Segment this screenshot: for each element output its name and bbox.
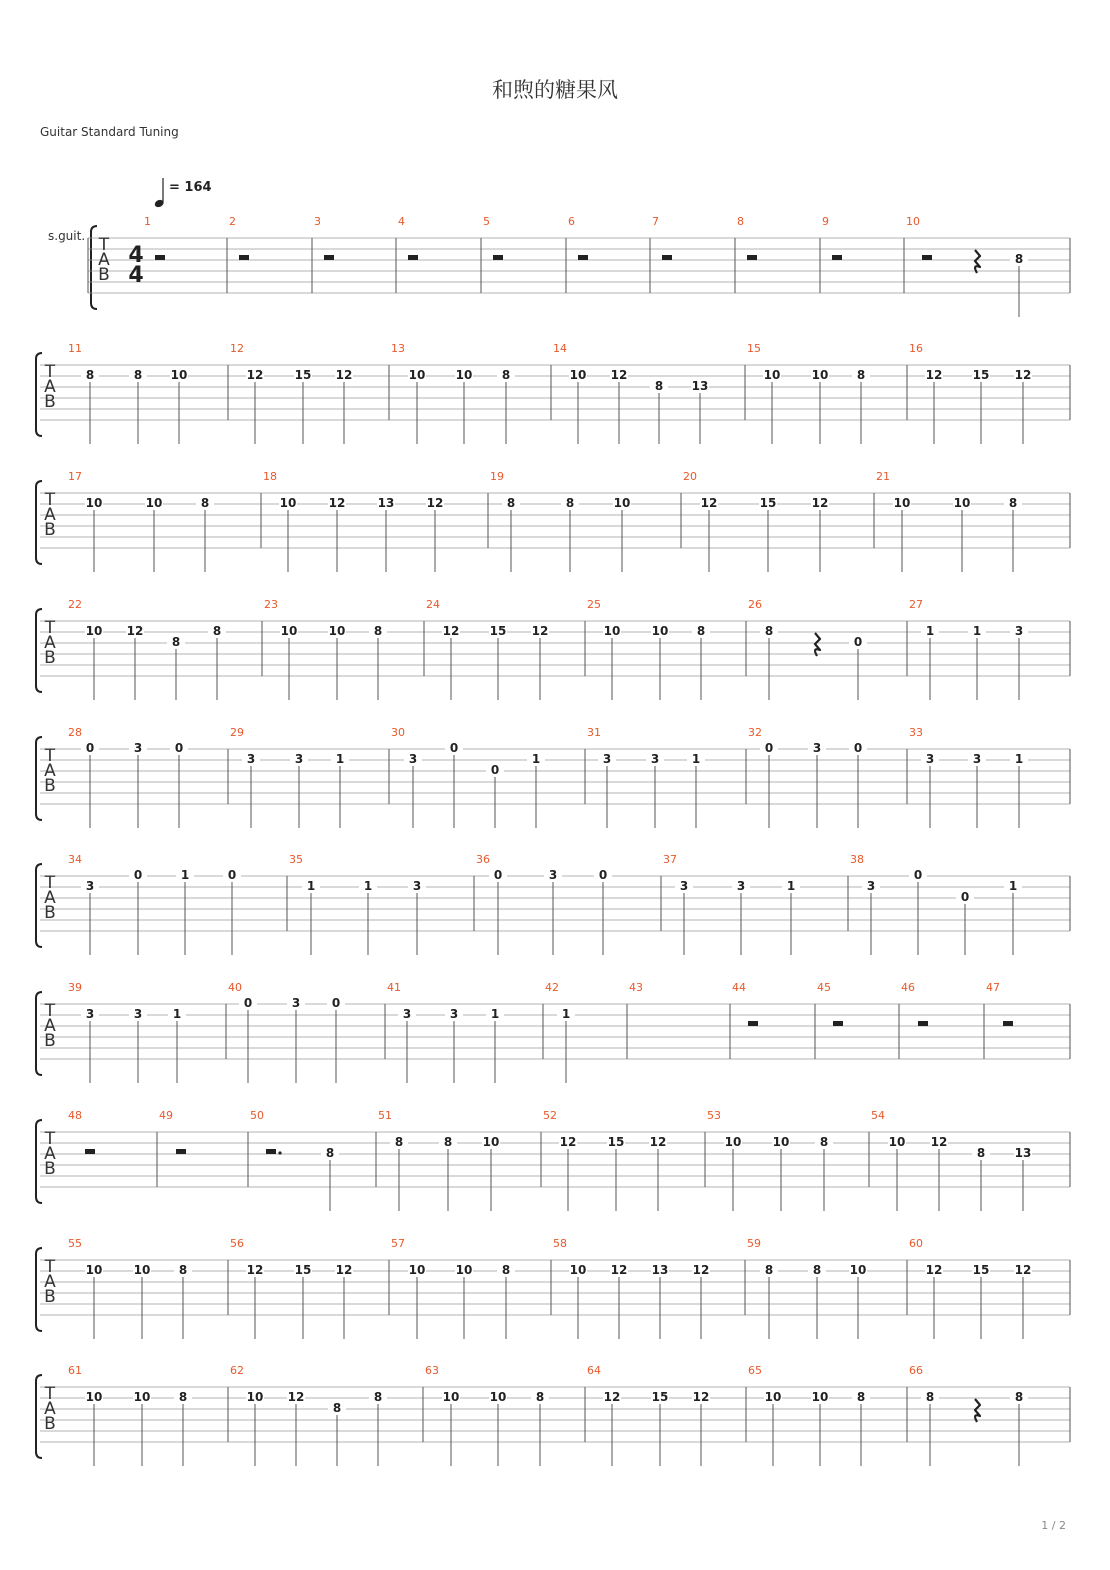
time-signature-numerator: 4	[128, 243, 144, 268]
fret-number: 8	[856, 1390, 866, 1404]
measure-number: 6	[568, 215, 575, 228]
fret-number: 10	[455, 368, 473, 382]
measure-number: 53	[707, 1109, 721, 1122]
fret-number: 12	[126, 624, 144, 638]
fret-number: 8	[178, 1390, 188, 1404]
tab-clef-letter: B	[44, 903, 56, 923]
fret-number: 12	[335, 368, 353, 382]
tab-clef-letter: B	[44, 1414, 56, 1434]
measure-number: 28	[68, 726, 82, 739]
fret-number: 3	[925, 752, 935, 766]
half-rest-icon	[918, 1021, 928, 1026]
system-bracket	[36, 1120, 42, 1203]
measure-number: 29	[230, 726, 244, 739]
system-bracket	[36, 1248, 42, 1331]
fret-number: 3	[291, 996, 301, 1010]
half-rest-icon	[493, 255, 503, 260]
fret-number: 10	[569, 368, 587, 382]
fret-number: 0	[598, 868, 608, 882]
measure-number: 40	[228, 981, 242, 994]
measure-number: 8	[737, 215, 744, 228]
fret-number: 13	[691, 379, 709, 393]
measure-number: 45	[817, 981, 831, 994]
fret-number: 12	[610, 1263, 628, 1277]
fret-number: 12	[930, 1135, 948, 1149]
tab-clef-letter: A	[98, 250, 110, 270]
fret-number: 8	[654, 379, 664, 393]
fret-number: 3	[294, 752, 304, 766]
tab-clef-letter: T	[44, 873, 56, 893]
fret-number: 8	[200, 496, 210, 510]
half-rest-icon	[1003, 1021, 1013, 1026]
measure-number: 63	[425, 1364, 439, 1377]
fret-number: 0	[853, 635, 863, 649]
fret-number: 8	[501, 368, 511, 382]
fret-number: 10	[85, 496, 103, 510]
fret-number: 12	[1014, 1263, 1032, 1277]
fret-number: 8	[373, 1390, 383, 1404]
fret-number: 3	[866, 879, 876, 893]
fret-number: 12	[328, 496, 346, 510]
half-rest-icon	[239, 255, 249, 260]
measure-number: 14	[553, 342, 567, 355]
fret-number: 0	[853, 741, 863, 755]
fret-number: 12	[692, 1263, 710, 1277]
tab-clef-letter: A	[44, 505, 56, 525]
fret-number: 10	[145, 496, 163, 510]
measure-number: 15	[747, 342, 761, 355]
fret-number: 1	[172, 1007, 182, 1021]
fret-number: 1	[691, 752, 701, 766]
fret-number: 8	[819, 1135, 829, 1149]
measure-number: 62	[230, 1364, 244, 1377]
fret-number: 15	[489, 624, 507, 638]
half-rest-icon	[832, 255, 842, 260]
tab-clef-letter: A	[44, 633, 56, 653]
fret-number: 13	[1014, 1146, 1032, 1160]
measure-number: 18	[263, 470, 277, 483]
rest-dot	[278, 1151, 281, 1154]
tab-clef-letter: T	[44, 362, 56, 382]
fret-number: 3	[408, 752, 418, 766]
tab-clef-letter: A	[44, 888, 56, 908]
fret-number: 3	[133, 1007, 143, 1021]
half-rest-icon	[176, 1149, 186, 1154]
fret-number: 8	[696, 624, 706, 638]
fret-number: 12	[442, 624, 460, 638]
fret-number: 10	[85, 624, 103, 638]
fret-number: 0	[85, 741, 95, 755]
fret-number: 12	[1014, 368, 1032, 382]
fret-number: 10	[246, 1390, 264, 1404]
time-signature-denominator: 4	[128, 263, 144, 288]
measure-number: 32	[748, 726, 762, 739]
tempo-value: = 164	[169, 180, 212, 195]
fret-number: 1	[335, 752, 345, 766]
measure-number: 42	[545, 981, 559, 994]
measure-number: 64	[587, 1364, 601, 1377]
fret-number: 10	[569, 1263, 587, 1277]
system-bracket	[36, 1375, 42, 1458]
measure-number: 5	[483, 215, 490, 228]
half-rest-icon	[155, 255, 165, 260]
measure-number: 10	[906, 215, 920, 228]
half-rest-icon	[748, 1021, 758, 1026]
system-bracket	[36, 609, 42, 692]
fret-number: 8	[856, 368, 866, 382]
measure-number: 12	[230, 342, 244, 355]
fret-number: 13	[377, 496, 395, 510]
half-rest-icon	[408, 255, 418, 260]
fret-number: 3	[602, 752, 612, 766]
fret-number: 10	[724, 1135, 742, 1149]
measure-number: 7	[652, 215, 659, 228]
system-bracket	[36, 481, 42, 564]
fret-number: 3	[402, 1007, 412, 1021]
measure-number: 23	[264, 598, 278, 611]
fret-number: 12	[335, 1263, 353, 1277]
fret-number: 15	[972, 368, 990, 382]
quarter-rest-icon	[975, 250, 980, 273]
fret-number: 0	[227, 868, 237, 882]
fret-number: 8	[506, 496, 516, 510]
fret-number: 8	[764, 624, 774, 638]
fret-number: 8	[535, 1390, 545, 1404]
fret-number: 12	[246, 368, 264, 382]
fret-number: 1	[972, 624, 982, 638]
fret-number: 10	[85, 1390, 103, 1404]
fret-number: 0	[243, 996, 253, 1010]
measure-number: 54	[871, 1109, 885, 1122]
fret-number: 10	[651, 624, 669, 638]
fret-number: 0	[449, 741, 459, 755]
fret-number: 15	[972, 1263, 990, 1277]
fret-number: 8	[325, 1146, 335, 1160]
fret-number: 15	[294, 368, 312, 382]
measure-number: 56	[230, 1237, 244, 1250]
measure-number: 46	[901, 981, 915, 994]
measure-number: 35	[289, 853, 303, 866]
fret-number: 10	[408, 368, 426, 382]
fret-number: 12	[531, 624, 549, 638]
system-bracket	[36, 353, 42, 436]
fret-number: 12	[700, 496, 718, 510]
tab-clef-letter: A	[44, 1399, 56, 1419]
measure-number: 20	[683, 470, 697, 483]
measure-number: 49	[159, 1109, 173, 1122]
fret-number: 1	[531, 752, 541, 766]
fret-number: 10	[133, 1390, 151, 1404]
fret-number: 10	[764, 1390, 782, 1404]
tab-clef-letter: T	[44, 746, 56, 766]
fret-number: 10	[888, 1135, 906, 1149]
fret-number: 12	[287, 1390, 305, 1404]
fret-number: 10	[811, 368, 829, 382]
tab-clef-letter: A	[44, 761, 56, 781]
fret-number: 8	[925, 1390, 935, 1404]
fret-number: 10	[455, 1263, 473, 1277]
fret-number: 3	[812, 741, 822, 755]
tab-clef-letter: B	[44, 1159, 56, 1179]
fret-number: 10	[328, 624, 346, 638]
fret-number: 8	[976, 1146, 986, 1160]
fret-number: 10	[489, 1390, 507, 1404]
tab-clef-letter: T	[44, 1001, 56, 1021]
measure-number: 41	[387, 981, 401, 994]
fret-number: 13	[651, 1263, 669, 1277]
measure-number: 48	[68, 1109, 82, 1122]
measure-number: 4	[398, 215, 405, 228]
fret-number: 12	[925, 368, 943, 382]
fret-number: 10	[133, 1263, 151, 1277]
measure-number: 59	[747, 1237, 761, 1250]
fret-number: 8	[373, 624, 383, 638]
fret-number: 0	[133, 868, 143, 882]
measure-number: 34	[68, 853, 82, 866]
fret-number: 3	[548, 868, 558, 882]
tab-clef-letter: T	[44, 1384, 56, 1404]
fret-number: 12	[610, 368, 628, 382]
fret-number: 1	[1008, 879, 1018, 893]
fret-number: 10	[893, 496, 911, 510]
fret-number: 12	[925, 1263, 943, 1277]
measure-number: 66	[909, 1364, 923, 1377]
fret-number: 12	[603, 1390, 621, 1404]
measure-number: 38	[850, 853, 864, 866]
fret-number: 3	[85, 879, 95, 893]
fret-number: 10	[170, 368, 188, 382]
measure-number: 27	[909, 598, 923, 611]
fret-number: 10	[772, 1135, 790, 1149]
measure-number: 2	[229, 215, 236, 228]
tab-clef-letter: A	[44, 377, 56, 397]
fret-number: 8	[1008, 496, 1018, 510]
fret-number: 0	[493, 868, 503, 882]
fret-number: 0	[960, 890, 970, 904]
measure-number: 30	[391, 726, 405, 739]
tab-clef-letter: B	[98, 265, 110, 285]
measure-number: 58	[553, 1237, 567, 1250]
fret-number: 3	[85, 1007, 95, 1021]
fret-number: 15	[759, 496, 777, 510]
measure-number: 60	[909, 1237, 923, 1250]
fret-number: 8	[171, 635, 181, 649]
fret-number: 0	[174, 741, 184, 755]
fret-number: 10	[763, 368, 781, 382]
system-bracket	[36, 737, 42, 820]
fret-number: 3	[736, 879, 746, 893]
fret-number: 8	[501, 1263, 511, 1277]
fret-number: 3	[679, 879, 689, 893]
fret-number: 12	[811, 496, 829, 510]
tab-clef-letter: B	[44, 776, 56, 796]
tuning-label: Guitar Standard Tuning	[40, 125, 179, 139]
fret-number: 15	[607, 1135, 625, 1149]
system-bracket	[36, 992, 42, 1075]
measure-number: 24	[426, 598, 440, 611]
fret-number: 8	[812, 1263, 822, 1277]
measure-number: 55	[68, 1237, 82, 1250]
tab-clef-letter: T	[98, 235, 110, 255]
tab-clef-letter: B	[44, 1287, 56, 1307]
fret-number: 10	[482, 1135, 500, 1149]
fret-number: 10	[603, 624, 621, 638]
tab-clef-letter: A	[44, 1144, 56, 1164]
fret-number: 8	[85, 368, 95, 382]
measure-number: 21	[876, 470, 890, 483]
half-rest-icon	[833, 1021, 843, 1026]
fret-number: 8	[332, 1401, 342, 1415]
measure-number: 36	[476, 853, 490, 866]
fret-number: 15	[651, 1390, 669, 1404]
tab-clef-letter: T	[44, 1129, 56, 1149]
fret-number: 8	[565, 496, 575, 510]
fret-number: 12	[649, 1135, 667, 1149]
fret-number: 10	[85, 1263, 103, 1277]
fret-number: 0	[913, 868, 923, 882]
fret-number: 1	[180, 868, 190, 882]
measure-number: 19	[490, 470, 504, 483]
fret-number: 1	[561, 1007, 571, 1021]
measure-number: 52	[543, 1109, 557, 1122]
tab-clef-letter: T	[44, 490, 56, 510]
measure-number: 50	[250, 1109, 264, 1122]
measure-number: 31	[587, 726, 601, 739]
fret-number: 10	[442, 1390, 460, 1404]
measure-number: 51	[378, 1109, 392, 1122]
fret-number: 3	[412, 879, 422, 893]
fret-number: 8	[764, 1263, 774, 1277]
half-rest-icon	[266, 1149, 276, 1154]
page-number: 1 / 2	[1041, 1519, 1066, 1532]
measure-number: 16	[909, 342, 923, 355]
fret-number: 3	[133, 741, 143, 755]
fret-number: 10	[408, 1263, 426, 1277]
measure-number: 25	[587, 598, 601, 611]
tab-clef-letter: A	[44, 1272, 56, 1292]
measure-number: 37	[663, 853, 677, 866]
tab-clef-letter: A	[44, 1016, 56, 1036]
instrument-label: s.guit.	[48, 229, 86, 243]
half-rest-icon	[922, 255, 932, 260]
fret-number: 12	[559, 1135, 577, 1149]
quarter-rest-icon	[975, 1399, 980, 1422]
fret-number: 8	[178, 1263, 188, 1277]
tab-clef-letter: B	[44, 520, 56, 540]
fret-number: 1	[1014, 752, 1024, 766]
measure-number: 65	[748, 1364, 762, 1377]
measure-number: 26	[748, 598, 762, 611]
fret-number: 0	[331, 996, 341, 1010]
fret-number: 10	[849, 1263, 867, 1277]
half-rest-icon	[662, 255, 672, 260]
fret-number: 1	[490, 1007, 500, 1021]
fret-number: 10	[279, 496, 297, 510]
system-bracket	[91, 226, 97, 309]
fret-number: 3	[449, 1007, 459, 1021]
tab-clef-letter: T	[44, 618, 56, 638]
fret-number: 8	[212, 624, 222, 638]
measure-number: 33	[909, 726, 923, 739]
half-rest-icon	[324, 255, 334, 260]
fret-number: 0	[490, 763, 500, 777]
measure-number: 17	[68, 470, 82, 483]
tab-clef-letter: B	[44, 392, 56, 412]
tab-clef-letter: T	[44, 1257, 56, 1277]
fret-number: 1	[925, 624, 935, 638]
fret-number: 10	[811, 1390, 829, 1404]
fret-number: 8	[1014, 252, 1024, 266]
fret-number: 3	[972, 752, 982, 766]
fret-number: 1	[786, 879, 796, 893]
fret-number: 0	[764, 741, 774, 755]
fret-number: 1	[363, 879, 373, 893]
fret-number: 8	[394, 1135, 404, 1149]
measure-number: 11	[68, 342, 82, 355]
half-rest-icon	[578, 255, 588, 260]
fret-number: 10	[953, 496, 971, 510]
fret-number: 8	[1014, 1390, 1024, 1404]
measure-number: 39	[68, 981, 82, 994]
tab-clef-letter: B	[44, 648, 56, 668]
tab-clef-letter: B	[44, 1031, 56, 1051]
measure-number: 61	[68, 1364, 82, 1377]
half-rest-icon	[85, 1149, 95, 1154]
fret-number: 12	[426, 496, 444, 510]
fret-number: 8	[133, 368, 143, 382]
measure-number: 13	[391, 342, 405, 355]
measure-number: 47	[986, 981, 1000, 994]
fret-number: 15	[294, 1263, 312, 1277]
system-bracket	[36, 864, 42, 947]
fret-number: 10	[613, 496, 631, 510]
measure-number: 1	[144, 215, 151, 228]
fret-number: 3	[650, 752, 660, 766]
fret-number: 10	[280, 624, 298, 638]
song-title: 和煦的糖果风	[492, 78, 618, 102]
measure-number: 3	[314, 215, 321, 228]
measure-number: 43	[629, 981, 643, 994]
measure-number: 44	[732, 981, 746, 994]
fret-number: 12	[692, 1390, 710, 1404]
quarter-rest-icon	[815, 633, 820, 656]
fret-number: 3	[1014, 624, 1024, 638]
fret-number: 12	[246, 1263, 264, 1277]
fret-number: 3	[246, 752, 256, 766]
half-rest-icon	[747, 255, 757, 260]
measure-number: 57	[391, 1237, 405, 1250]
measure-number: 9	[822, 215, 829, 228]
fret-number: 1	[306, 879, 316, 893]
fret-number: 8	[443, 1135, 453, 1149]
measure-number: 22	[68, 598, 82, 611]
